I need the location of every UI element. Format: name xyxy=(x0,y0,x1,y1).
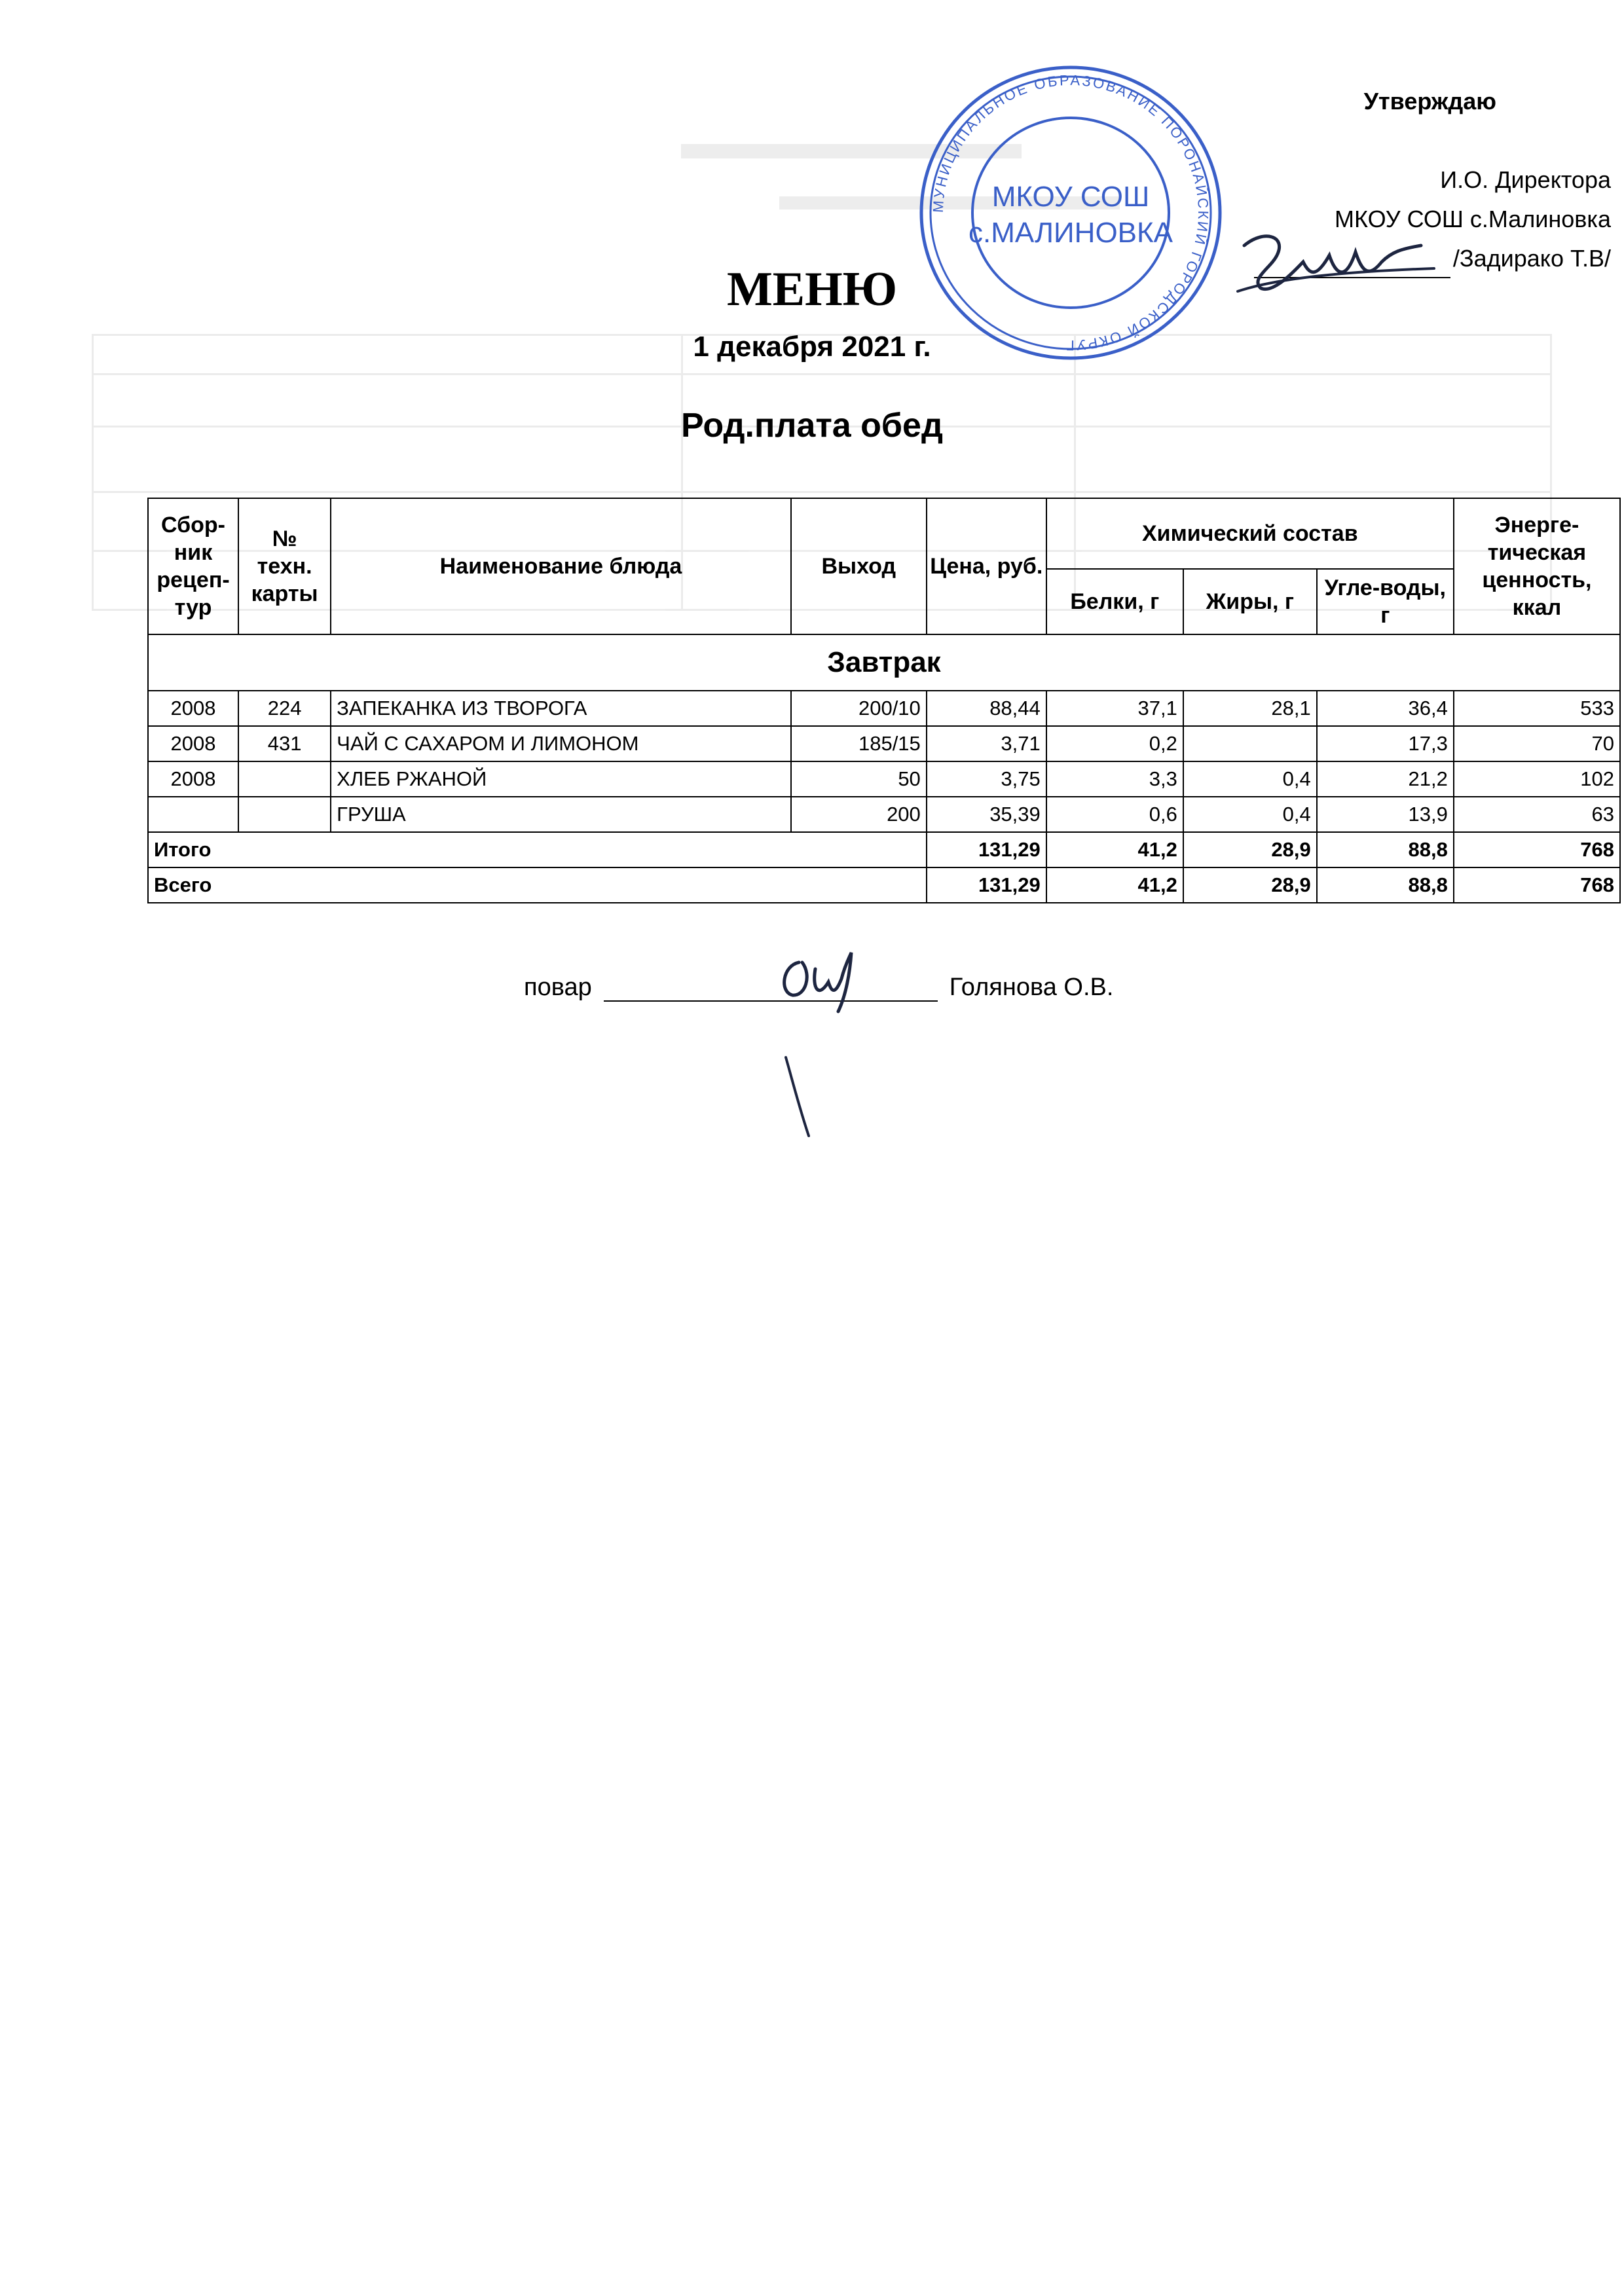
cell-yield: 200/10 xyxy=(791,691,927,726)
document-subtitle: Род.плата обед xyxy=(681,407,943,445)
stamp-ring-text: МУНИЦИПАЛЬНОЕ ОБРАЗОВАНИЕ ПОРОНАЙСКИЙ ГОРОДСКОЙ ОКРУГ xyxy=(929,71,1212,354)
cell-dish-name: ХЛЕБ РЖАНОЙ xyxy=(331,761,791,797)
document-date: 1 декабря 2021 г. xyxy=(693,331,931,363)
total-price: 131,29 xyxy=(927,867,1046,903)
cell-price: 3,75 xyxy=(927,761,1046,797)
cell-dish-name: ЗАПЕКАНКА ИЗ ТВОРОГА xyxy=(331,691,791,726)
cell-energy: 63 xyxy=(1454,797,1620,832)
cell-fats: 28,1 xyxy=(1183,691,1317,726)
cell-tech-card xyxy=(238,797,331,832)
cell-yield: 50 xyxy=(791,761,927,797)
approval-organization: МКОУ СОШ с.Малиновка xyxy=(1335,206,1611,232)
subtotal-fats: 28,9 xyxy=(1183,832,1317,867)
subtotal-carbs: 88,8 xyxy=(1317,832,1454,867)
stamp-center-line1: МКОУ СОШ xyxy=(991,181,1150,213)
cell-carbs: 36,4 xyxy=(1317,691,1454,726)
cell-collection xyxy=(148,797,238,832)
section-breakfast: Завтрак xyxy=(148,634,1620,691)
pen-mark xyxy=(783,1054,815,1139)
cell-energy: 533 xyxy=(1454,691,1620,726)
cell-collection: 2008 xyxy=(148,726,238,761)
cell-carbs: 17,3 xyxy=(1317,726,1454,761)
cell-tech-card: 431 xyxy=(238,726,331,761)
cell-collection: 2008 xyxy=(148,761,238,797)
cell-tech-card: 224 xyxy=(238,691,331,726)
total-energy: 768 xyxy=(1454,867,1620,903)
menu-table xyxy=(147,498,1621,903)
total-carbs: 88,8 xyxy=(1317,867,1454,903)
cell-energy: 102 xyxy=(1454,761,1620,797)
cook-signature xyxy=(773,943,877,1015)
table-row xyxy=(148,691,1620,726)
approval-heading: Утверждаю xyxy=(1363,88,1496,115)
cook-name: Голянова О.В. xyxy=(949,974,1114,1001)
header-yield: Выход xyxy=(791,498,927,634)
total-label: Всего xyxy=(148,867,927,903)
header-chemical-composition: Химический состав xyxy=(1046,498,1454,569)
table-row xyxy=(148,797,1620,832)
subtotal-energy: 768 xyxy=(1454,832,1620,867)
total-proteins: 41,2 xyxy=(1046,867,1183,903)
table-row xyxy=(148,761,1620,797)
header-dish-name: Наименование блюда xyxy=(331,498,791,634)
header-fats: Жиры, г xyxy=(1183,569,1317,634)
cell-dish-name: ЧАЙ С САХАРОМ И ЛИМОНОМ xyxy=(331,726,791,761)
cell-proteins: 0,2 xyxy=(1046,726,1183,761)
table-row xyxy=(148,726,1620,761)
subtotal-proteins: 41,2 xyxy=(1046,832,1183,867)
header-energy: Энерге-тическая ценность, ккал xyxy=(1454,498,1620,634)
cell-proteins: 37,1 xyxy=(1046,691,1183,726)
cell-price: 3,71 xyxy=(927,726,1046,761)
cell-carbs: 21,2 xyxy=(1317,761,1454,797)
cell-price: 88,44 xyxy=(927,691,1046,726)
official-stamp xyxy=(907,59,1234,367)
document-title: МЕНЮ xyxy=(726,263,898,316)
approval-position: И.О. Директора xyxy=(1440,166,1611,193)
cell-tech-card xyxy=(238,761,331,797)
header-proteins: Белки, г xyxy=(1046,569,1183,634)
cell-dish-name: ГРУША xyxy=(331,797,791,832)
approval-name: /Задирако Т.В/ xyxy=(1452,245,1611,272)
subtotal-label: Итого xyxy=(148,832,927,867)
subtotal-row xyxy=(148,832,1620,867)
cell-fats xyxy=(1183,726,1317,761)
subtotal-price: 131,29 xyxy=(927,832,1046,867)
cell-proteins: 0,6 xyxy=(1046,797,1183,832)
cell-yield: 200 xyxy=(791,797,927,832)
total-row xyxy=(148,867,1620,903)
cell-proteins: 3,3 xyxy=(1046,761,1183,797)
cell-yield: 185/15 xyxy=(791,726,927,761)
cell-fats: 0,4 xyxy=(1183,761,1317,797)
header-collection: Сбор-ник рецеп-тур xyxy=(148,498,238,634)
cell-carbs: 13,9 xyxy=(1317,797,1454,832)
cell-price: 35,39 xyxy=(927,797,1046,832)
header-tech-card: № техн. карты xyxy=(238,498,331,634)
cook-signature-line xyxy=(604,969,938,1002)
cell-collection: 2008 xyxy=(148,691,238,726)
cell-energy: 70 xyxy=(1454,726,1620,761)
stamp-center-line2: с.МАЛИНОВКА xyxy=(968,217,1173,249)
header-price: Цена, руб. xyxy=(927,498,1046,634)
cook-label: повар xyxy=(524,974,592,1001)
total-fats: 28,9 xyxy=(1183,867,1317,903)
header-carbs: Угле-воды, г xyxy=(1317,569,1454,634)
cell-fats: 0,4 xyxy=(1183,797,1317,832)
